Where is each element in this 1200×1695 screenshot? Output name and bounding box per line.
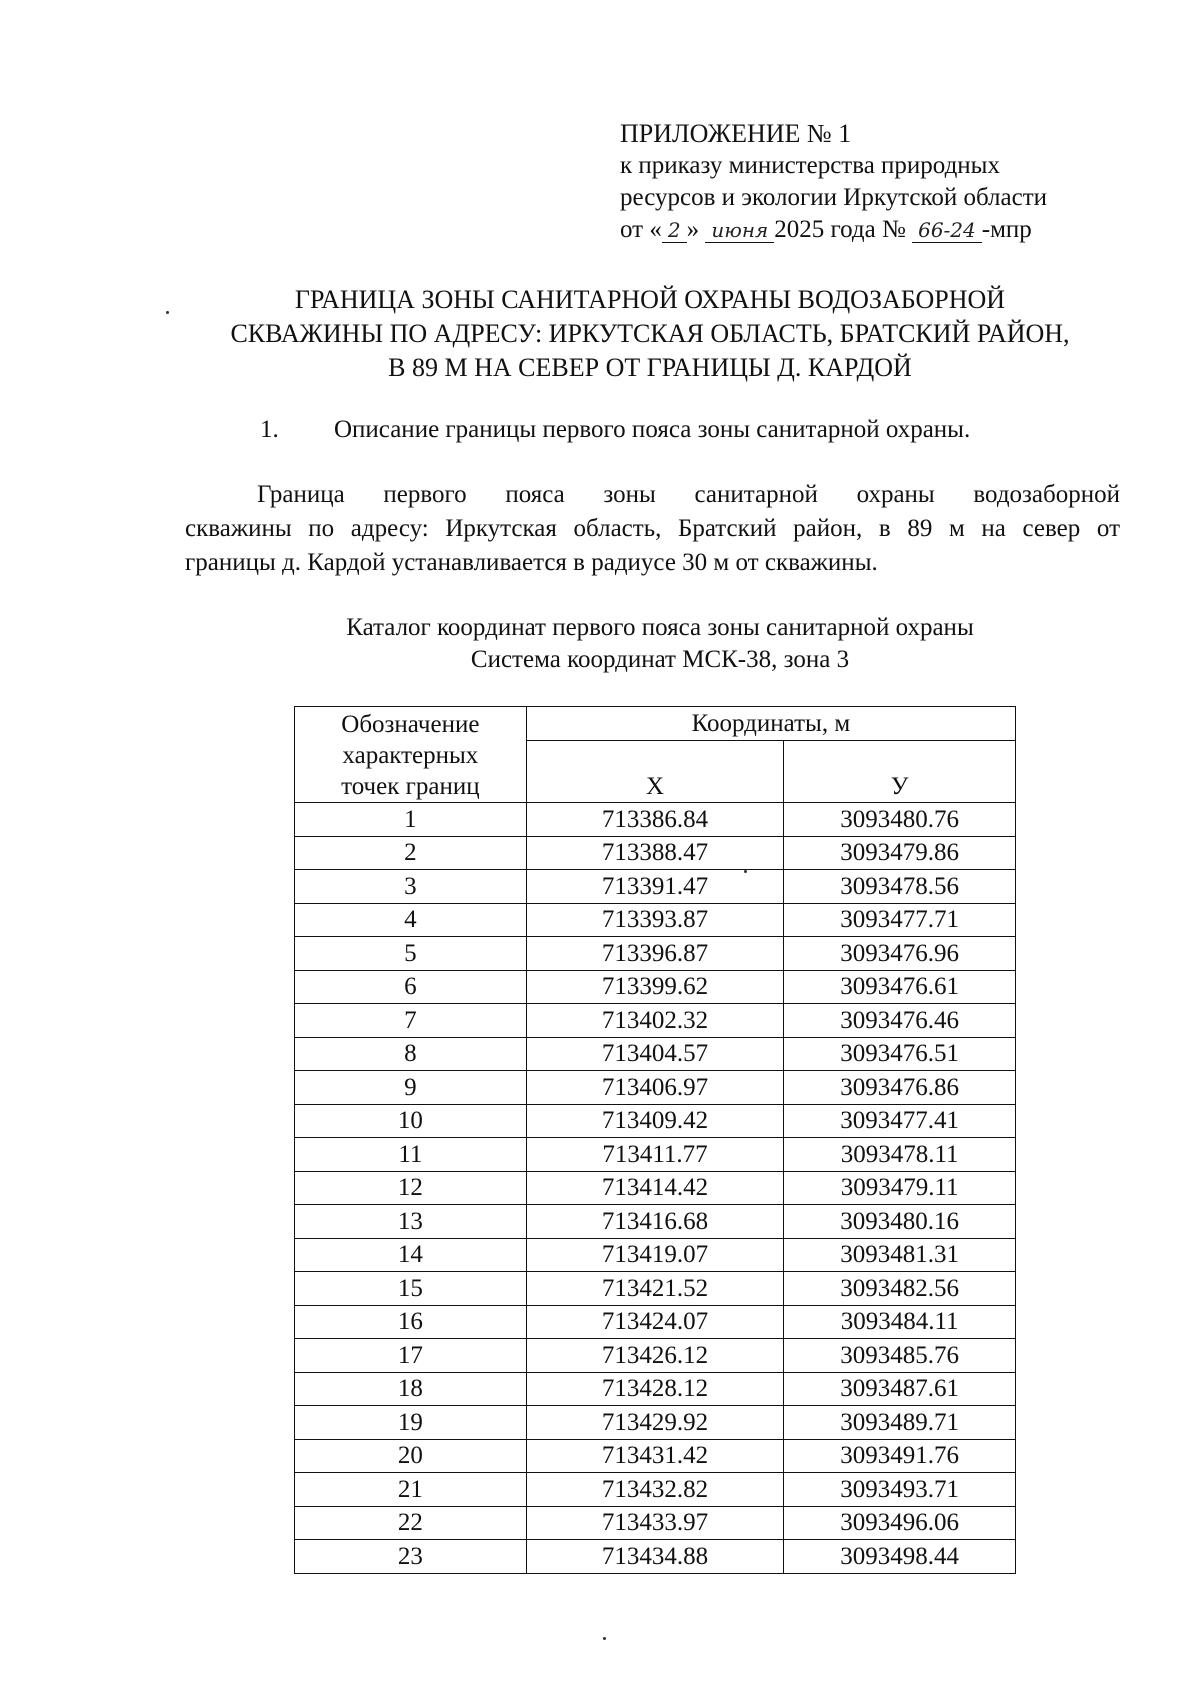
y-coordinate-cell: 3093476.61 [784, 970, 1016, 1004]
heading-line-3: В 89 М НА СЕВЕР ОТ ГРАНИЦЫ Д. КАРДОЙ [388, 353, 912, 382]
date-year: 2025 года № [774, 216, 906, 243]
point-number-cell: 16 [295, 1305, 527, 1339]
table-row [295, 1506, 1016, 1540]
paragraph-line-1 [185, 478, 1120, 512]
table-row [295, 1004, 1016, 1038]
date-prefix: от « [620, 216, 662, 243]
y-coordinate-cell: 3093476.96 [784, 937, 1016, 971]
x-coordinate-cell: 713404.57 [526, 1037, 784, 1071]
point-number-cell: 13 [295, 1205, 527, 1239]
heading-line-2: СКВАЖИНЫ ПО АДРЕСУ: ИРКУТСКАЯ ОБЛАСТЬ, БРАТСКИЙ РАЙОН, [230, 319, 1070, 348]
table-row [295, 1071, 1016, 1105]
section-heading [260, 414, 970, 446]
table-row [295, 1272, 1016, 1306]
point-number-cell: 3 [295, 870, 527, 904]
table-caption [180, 612, 1140, 676]
header-point-line-2: характерных [342, 742, 479, 769]
boundary-description [185, 478, 1120, 580]
point-number-cell: 12 [295, 1171, 527, 1205]
y-coordinate-cell: 3093493.71 [784, 1473, 1016, 1507]
y-coordinate-cell: 3093480.76 [784, 803, 1016, 837]
paragraph-line-3: границы д. Кардой устанавливается в радиусе 30 м от скважины. [185, 549, 878, 576]
x-coordinate-cell: 713428.12 [526, 1372, 784, 1406]
x-coordinate-cell: 713424.07 [526, 1305, 784, 1339]
y-coordinate-cell: 3093496.06 [784, 1506, 1016, 1540]
table-row [295, 1540, 1016, 1574]
y-coordinate-cell: 3093485.76 [784, 1339, 1016, 1373]
point-number-cell: 18 [295, 1372, 527, 1406]
y-coordinate-cell: 3093487.61 [784, 1372, 1016, 1406]
x-coordinate-cell: 713434.88 [526, 1540, 784, 1574]
table-row [295, 1238, 1016, 1272]
y-coordinate-cell: 3093480.16 [784, 1205, 1016, 1239]
scan-speck [166, 311, 169, 314]
x-coordinate-cell: 713416.68 [526, 1205, 784, 1239]
table-row [295, 1205, 1016, 1239]
header-point-line-1: Обозначение [341, 711, 480, 738]
point-number-cell: 5 [295, 937, 527, 971]
point-number-cell: 19 [295, 1406, 527, 1440]
y-coordinate-cell: 3093478.56 [784, 870, 1016, 904]
header-coordinates: Координаты, м [526, 707, 1015, 741]
table-row [295, 1104, 1016, 1138]
y-coordinate-cell: 3093478.11 [784, 1138, 1016, 1172]
x-coordinate-cell: 713386.84 [526, 803, 784, 837]
point-number-cell: 4 [295, 903, 527, 937]
y-coordinate-cell: 3093477.41 [784, 1104, 1016, 1138]
table-row [295, 1171, 1016, 1205]
point-number-cell: 17 [295, 1339, 527, 1373]
x-coordinate-cell: 713429.92 [526, 1406, 784, 1440]
table-row [295, 970, 1016, 1004]
paragraph-line-1-text: Граница первого пояса зоны санитарной охраны водозаборной [257, 481, 1120, 508]
appendix-block [620, 118, 1140, 246]
coordinates-table-body [295, 803, 1016, 1574]
y-coordinate-cell: 3093476.46 [784, 1004, 1016, 1038]
coordinates-table [294, 706, 1016, 1574]
table-row [295, 1406, 1016, 1440]
x-coordinate-cell: 713421.52 [526, 1272, 784, 1306]
table-row [295, 870, 1016, 904]
table-row [295, 1372, 1016, 1406]
point-number-cell: 22 [295, 1506, 527, 1540]
y-coordinate-cell: 3093476.86 [784, 1071, 1016, 1105]
point-number-cell: 7 [295, 1004, 527, 1038]
x-coordinate-cell: 713409.42 [526, 1104, 784, 1138]
scan-speck [744, 870, 747, 873]
x-coordinate-cell: 713391.47 [526, 870, 784, 904]
point-number-cell: 6 [295, 970, 527, 1004]
x-coordinate-cell: 713419.07 [526, 1238, 784, 1272]
table-row [295, 836, 1016, 870]
point-number-cell: 15 [295, 1272, 527, 1306]
table-row [295, 1037, 1016, 1071]
y-coordinate-cell: 3093482.56 [784, 1272, 1016, 1306]
x-coordinate-cell: 713432.82 [526, 1473, 784, 1507]
section-title: Описание границы первого пояса зоны санитарной охраны. [334, 416, 971, 443]
x-coordinate-cell: 713431.42 [526, 1439, 784, 1473]
appendix-order-line: к приказу министерства природных [620, 152, 1000, 179]
heading-line-1: ГРАНИЦА ЗОНЫ САНИТАРНОЙ ОХРАНЫ ВОДОЗАБОРНОЙ [294, 285, 1006, 314]
y-coordinate-cell: 3093491.76 [784, 1439, 1016, 1473]
table-row [295, 1473, 1016, 1507]
y-coordinate-cell: 3093476.51 [784, 1037, 1016, 1071]
y-coordinate-cell: 3093498.44 [784, 1540, 1016, 1574]
order-number-suffix: -мпр [981, 216, 1032, 243]
paragraph-line-2: скважины по адресу: Иркутская область, Братский район, в 89 м на север от [185, 515, 1120, 542]
table-row [295, 1305, 1016, 1339]
x-coordinate-cell: 713411.77 [526, 1138, 784, 1172]
header-point-designation [295, 707, 527, 803]
point-number-cell: 1 [295, 803, 527, 837]
appendix-ministry-line: ресурсов и экологии Иркутской области [620, 184, 1048, 211]
date-mid: » [686, 216, 700, 243]
table-row [295, 1138, 1016, 1172]
x-coordinate-cell: 713414.42 [526, 1171, 784, 1205]
header-x: Х [526, 741, 784, 803]
point-number-cell: 14 [295, 1238, 527, 1272]
point-number-cell: 8 [295, 1037, 527, 1071]
y-coordinate-cell: 3093479.11 [784, 1171, 1016, 1205]
scan-speck [603, 1637, 606, 1640]
point-number-cell: 9 [295, 1071, 527, 1105]
handwritten-order-number: 66-24 [912, 218, 982, 243]
header-y: У [784, 741, 1016, 803]
x-coordinate-cell: 713399.62 [526, 970, 784, 1004]
y-coordinate-cell: 3093481.31 [784, 1238, 1016, 1272]
x-coordinate-cell: 713433.97 [526, 1506, 784, 1540]
x-coordinate-cell: 713388.47 [526, 836, 784, 870]
x-coordinate-cell: 713402.32 [526, 1004, 784, 1038]
table-row [295, 1339, 1016, 1373]
point-number-cell: 2 [295, 836, 527, 870]
header-point-line-3: точек границ [341, 773, 480, 800]
y-coordinate-cell: 3093489.71 [784, 1406, 1016, 1440]
y-coordinate-cell: 3093477.71 [784, 903, 1016, 937]
x-coordinate-cell: 713396.87 [526, 937, 784, 971]
caption-line-2: Система координат МСК-38, зона 3 [470, 646, 850, 673]
point-number-cell: 23 [295, 1540, 527, 1574]
section-number: 1. [260, 416, 279, 443]
x-coordinate-cell: 713406.97 [526, 1071, 784, 1105]
point-number-cell: 11 [295, 1138, 527, 1172]
point-number-cell: 20 [295, 1439, 527, 1473]
x-coordinate-cell: 713426.12 [526, 1339, 784, 1373]
point-number-cell: 21 [295, 1473, 527, 1507]
table-row [295, 903, 1016, 937]
appendix-title: ПРИЛОЖЕНИЕ № 1 [620, 119, 852, 148]
document-heading [170, 283, 1130, 385]
point-number-cell: 10 [295, 1104, 527, 1138]
y-coordinate-cell: 3093479.86 [784, 836, 1016, 870]
handwritten-month: июня [705, 218, 774, 243]
table-row [295, 803, 1016, 837]
x-coordinate-cell: 713393.87 [526, 903, 784, 937]
caption-line-1: Каталог координат первого пояса зоны санитарной охраны [346, 614, 974, 641]
appendix-date-line [620, 214, 1140, 246]
table-row [295, 1439, 1016, 1473]
table-row [295, 937, 1016, 971]
handwritten-day: 2 [662, 218, 687, 243]
y-coordinate-cell: 3093484.11 [784, 1305, 1016, 1339]
